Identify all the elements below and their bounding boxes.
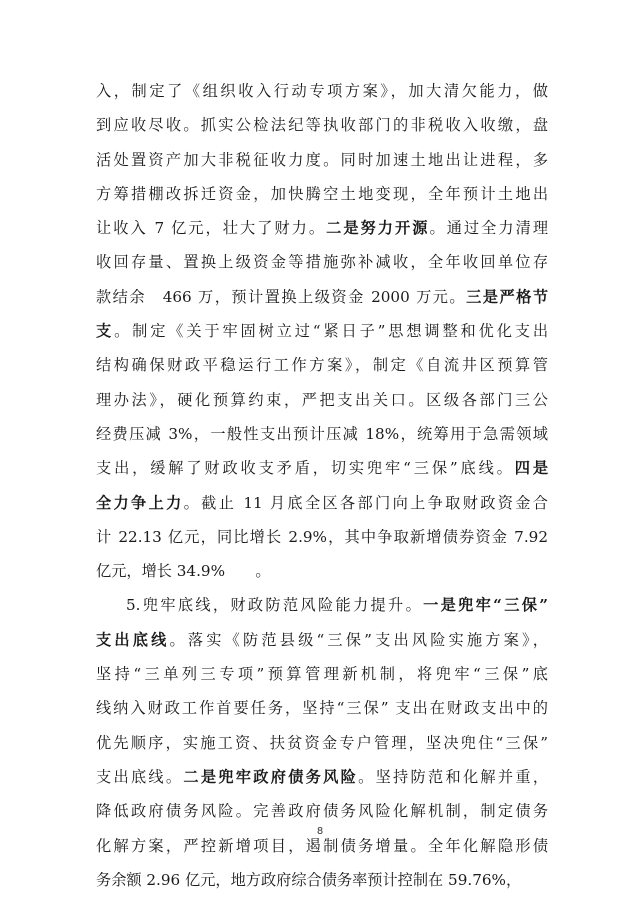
- text-line: [96, 245, 548, 279]
- bold-text-segment: 支出底线: [96, 630, 170, 649]
- bold-text-segment: 全力争上力: [96, 493, 184, 512]
- text-segment: 坚持“三单列三专项”预算管理新机制，将兜牢“三保”底: [96, 665, 548, 684]
- text-segment: 。坚持防范和化解并重，: [358, 767, 549, 786]
- text-line: [96, 74, 548, 108]
- text-line: [96, 314, 548, 348]
- text-segment: 降低政府债务风险。完善政府债务风险化解机制，制定债务: [96, 802, 548, 821]
- bold-text-segment: 一是兜牢“三保”: [423, 596, 548, 615]
- text-segment: 支出底线。: [96, 767, 184, 786]
- page-number: 8: [316, 826, 324, 837]
- text-segment: 到应收尽收。抓实公检法纪等执收部门的非税收入收缴，盘: [96, 116, 548, 135]
- text-line: [96, 486, 548, 520]
- bold-text-segment: 二是兜牢政府债务风险: [183, 767, 359, 786]
- paragraph-risk-prevention: [96, 588, 548, 897]
- text-segment: 入，制定了《组织收入行动专项方案》，加大清欠能力，做: [96, 82, 548, 100]
- text-segment: 方筹措棚改拆迁资金，加快腾空土地变现，全年预计土地出: [96, 184, 548, 203]
- text-segment: 款结余 466 万，预计置换上级资金 2000 万元。: [96, 287, 467, 306]
- text-segment: 。制定《关于牢固树立过“紧日子”思想调整和优化支出: [114, 322, 549, 341]
- text-segment: 。落实《防范县级“三保”支出风险实施方案》，: [169, 630, 548, 649]
- text-segment: 。通过全力清理: [429, 219, 549, 238]
- text-segment: 。截止 11 月底全区各部门向上争取财政资金合: [183, 493, 548, 512]
- text-line: [96, 143, 548, 177]
- text-line: [96, 383, 548, 417]
- text-segment: 亿元，增长 34.9% 。: [96, 562, 271, 581]
- text-line: [96, 588, 548, 622]
- text-segment: 计 22.13 亿元，同比增长 2.9%，其中争取新增债券资金 7.92: [96, 527, 548, 546]
- document-page: [96, 74, 548, 897]
- text-line: [96, 657, 548, 691]
- text-segment: 收回存量、置换上级资金等措施弥补减收，全年收回单位存: [96, 253, 548, 272]
- bold-text-segment: 三是严格节: [466, 287, 549, 306]
- text-line: [96, 177, 548, 211]
- text-line: [96, 108, 548, 142]
- text-line: [96, 794, 548, 828]
- text-line: [96, 863, 548, 897]
- text-segment: 支出，缓解了财政收支矛盾，切实兜牢“三保”底线。: [96, 459, 515, 478]
- text-line: [96, 520, 548, 554]
- text-segment: 经费压减 3%，一般性支出预计压减 18%，统筹用于急需领域: [96, 424, 548, 443]
- text-line: [96, 760, 548, 794]
- text-line: [96, 623, 548, 657]
- text-line: [96, 554, 548, 588]
- text-segment: 务余额 2.96 亿元，地方政府综合债务率预计控制在 59.76%，: [96, 870, 522, 889]
- text-segment: 5.兜牢底线，财政防范风险能力提升。: [126, 596, 424, 615]
- text-line: [96, 211, 548, 245]
- text-line: [96, 726, 548, 760]
- text-segment: 理办法》，硬化预算约束，严把支出关口。区级各部门三公: [96, 390, 548, 409]
- text-line: [96, 451, 548, 485]
- text-line: [96, 280, 548, 314]
- text-segment: 优先顺序，实施工资、扶贫资金专户管理，坚决兜住“三保”: [96, 733, 548, 752]
- text-segment: 活处置资产加大非税征收力度。同时加速土地出让进程，多: [96, 150, 548, 169]
- text-segment: 让收入 7 亿元，壮大了财力。: [96, 219, 327, 238]
- bold-text-segment: 四是: [514, 459, 549, 478]
- text-segment: 结构确保财政平稳运行工作方案》，制定《自流井区预算管: [96, 356, 548, 375]
- paragraph-fiscal-revenue: [96, 74, 548, 588]
- text-line: [96, 348, 548, 382]
- bold-text-segment: 支: [96, 322, 115, 341]
- bold-text-segment: 二是努力开源: [326, 219, 430, 238]
- text-line: [96, 417, 548, 451]
- text-line: [96, 691, 548, 725]
- text-segment: 线纳入财政工作首要任务，坚持“三保” 支出在财政支出中的: [96, 699, 548, 718]
- text-segment: 化解方案，严控新增项目，遏制债务增量。全年化解隐形债: [96, 836, 548, 855]
